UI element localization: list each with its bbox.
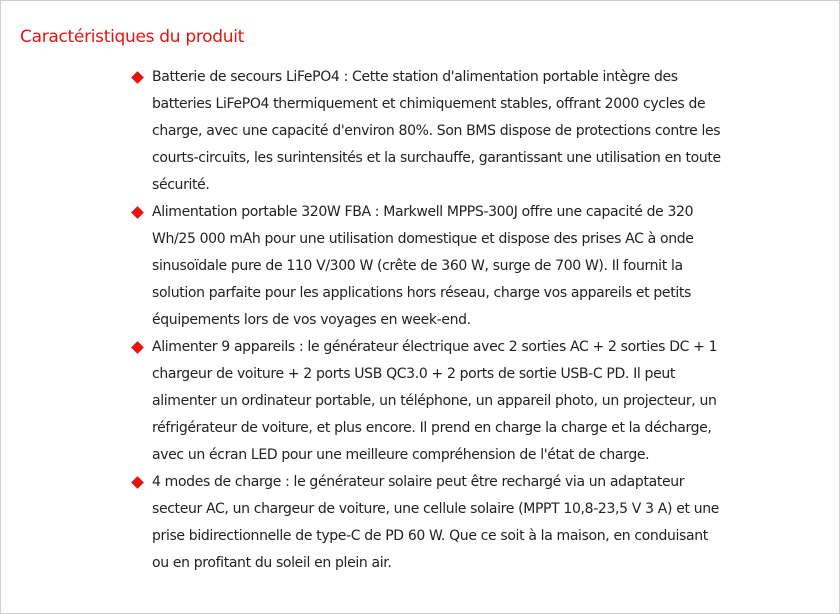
feature-text-line: chargeur de voiture + 2 ports USB QC3.0 + 2 ports de sortie USB-C PD. Il peut: [152, 366, 675, 382]
feature-text-line: secteur AC, un chargeur de voiture, une cellule solaire (MPPT 10,8-23,5 V 3 A) et une: [152, 501, 720, 517]
feature-list: [132, 64, 722, 577]
feature-item: [132, 469, 722, 577]
feature-text-line: ou en profitant du soleil en plein air.: [152, 555, 392, 571]
feature-text-line: réfrigérateur de voiture, et plus encore. Il prend en charge la charge et la décharge,: [152, 420, 712, 436]
red-diamond-icon: [131, 206, 144, 219]
feature-text-line: sinusoïdale pure de 110 V/300 W (crête de 360 W, surge de 700 W). Il fournit la: [152, 258, 683, 274]
feature-text-line: courts-circuits, les surintensités et la surchauffe, garantissant une utilisation en toute: [152, 150, 721, 166]
feature-text-line: avec un écran LED pour une meilleure compréhension de l'état de charge.: [152, 447, 650, 463]
feature-text-line: prise bidirectionnelle de type-C de PD 60 W. Que ce soit à la maison, en conduisant: [152, 528, 708, 544]
feature-text-line: sécurité.: [152, 177, 210, 193]
feature-text-line: Alimenter 9 appareils : le générateur électrique avec 2 sorties AC + 2 sorties DC + 1: [152, 339, 718, 355]
feature-item: [132, 199, 722, 334]
feature-text-line: alimenter un ordinateur portable, un téléphone, un appareil photo, un projecteur, un: [152, 393, 717, 409]
feature-item: [132, 64, 722, 199]
feature-item: [132, 334, 722, 469]
red-diamond-icon: [131, 341, 144, 354]
red-diamond-icon: [131, 71, 144, 84]
feature-text-line: charge, avec une capacité d'environ 80%. Son BMS dispose de protections contre les: [152, 123, 721, 139]
feature-text-line: 4 modes de charge : le générateur solaire peut être rechargé via un adaptateur: [152, 474, 685, 490]
red-diamond-icon: [131, 476, 144, 489]
feature-text-line: Batterie de secours LiFePO4 : Cette station d'alimentation portable intègre des: [152, 69, 678, 85]
feature-text-line: Alimentation portable 320W FBA : Markwell MPPS-300J offre une capacité de 320: [152, 204, 694, 220]
feature-text-line: batteries LiFePO4 thermiquement et chimiquement stables, offrant 2000 cycles de: [152, 96, 706, 112]
section-title: Caractéristiques du produit: [20, 27, 245, 47]
feature-text-line: équipements lors de vos voyages en week-end.: [152, 312, 471, 328]
feature-text-line: Wh/25 000 mAh pour une utilisation domestique et dispose des prises AC à onde: [152, 231, 694, 247]
feature-text-line: solution parfaite pour les applications hors réseau, charge vos appareils et petits: [152, 285, 691, 301]
